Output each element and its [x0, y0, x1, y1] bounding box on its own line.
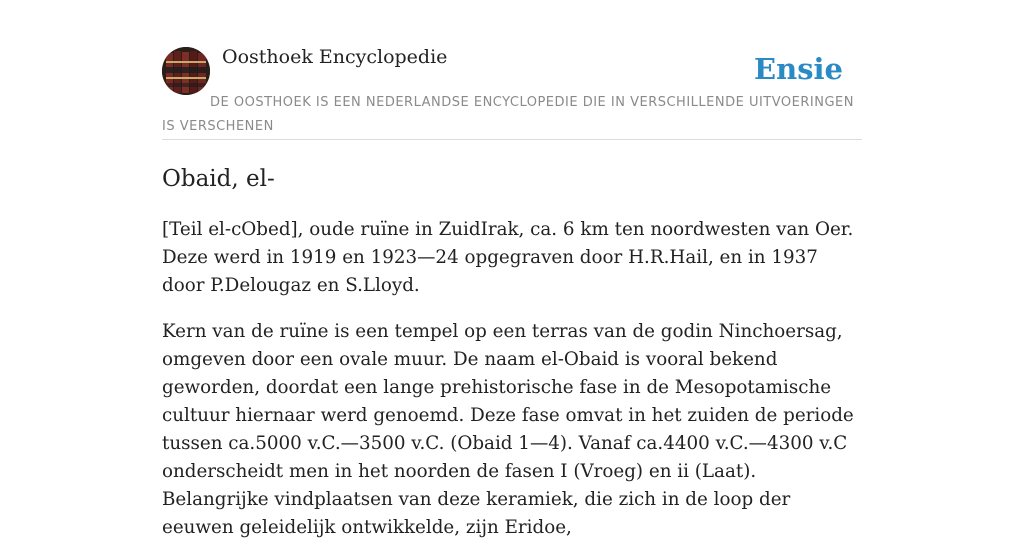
- article-body: [162, 216, 862, 542]
- site-avatar[interactable]: [162, 47, 210, 95]
- site-header: [162, 0, 862, 140]
- article-paragraph: [Teil el-cObed], oude ruïne in ZuidIrak, ca. 6 km ten noordwesten van Oer. Deze werd in 1919 en 1923—24 opgegraven door H.R.Hail, en in 1937 door P.Delougaz en S.Lloyd.: [162, 219, 854, 296]
- article: [162, 164, 862, 542]
- book-spines-icon: [162, 47, 210, 95]
- site-title[interactable]: Oosthoek Encyclopedie: [222, 46, 448, 68]
- site-tagline: DE OOSTHOEK IS EEN NEDERLANDSE ENCYCLOPEDIE DIE IN VERSCHILLENDE UITVOERINGEN IS VERSCHENEN: [162, 95, 854, 134]
- article-paragraph: Kern van de ruïne is een tempel op een terras van de godin Ninchoersag, omgeven door een ovale muur. De naam el-Obaid is vooral bekend geworden, doordat een lange prehistorische fase in de Mesopotamische cultuur hiernaar werd genoemd. Deze fase omvat in het zuiden de periode tussen ca.5000 v.C.—3500 v.C. (Obaid 1—4). Vanaf ca.4400 v.C.—4300 v.C onderscheidt men in het noorden de fasen I (Vroeg) en ii (Laat). Belangrijke vindplaatsen van deze keramiek, die zich in de loop der eeuwen geleidelijk ontwikkelde, zijn Eridoe,: [162, 321, 854, 538]
- article-title: Obaid, el-: [162, 166, 275, 192]
- page-container: [162, 0, 862, 560]
- brand-logo[interactable]: Ensie: [754, 52, 843, 86]
